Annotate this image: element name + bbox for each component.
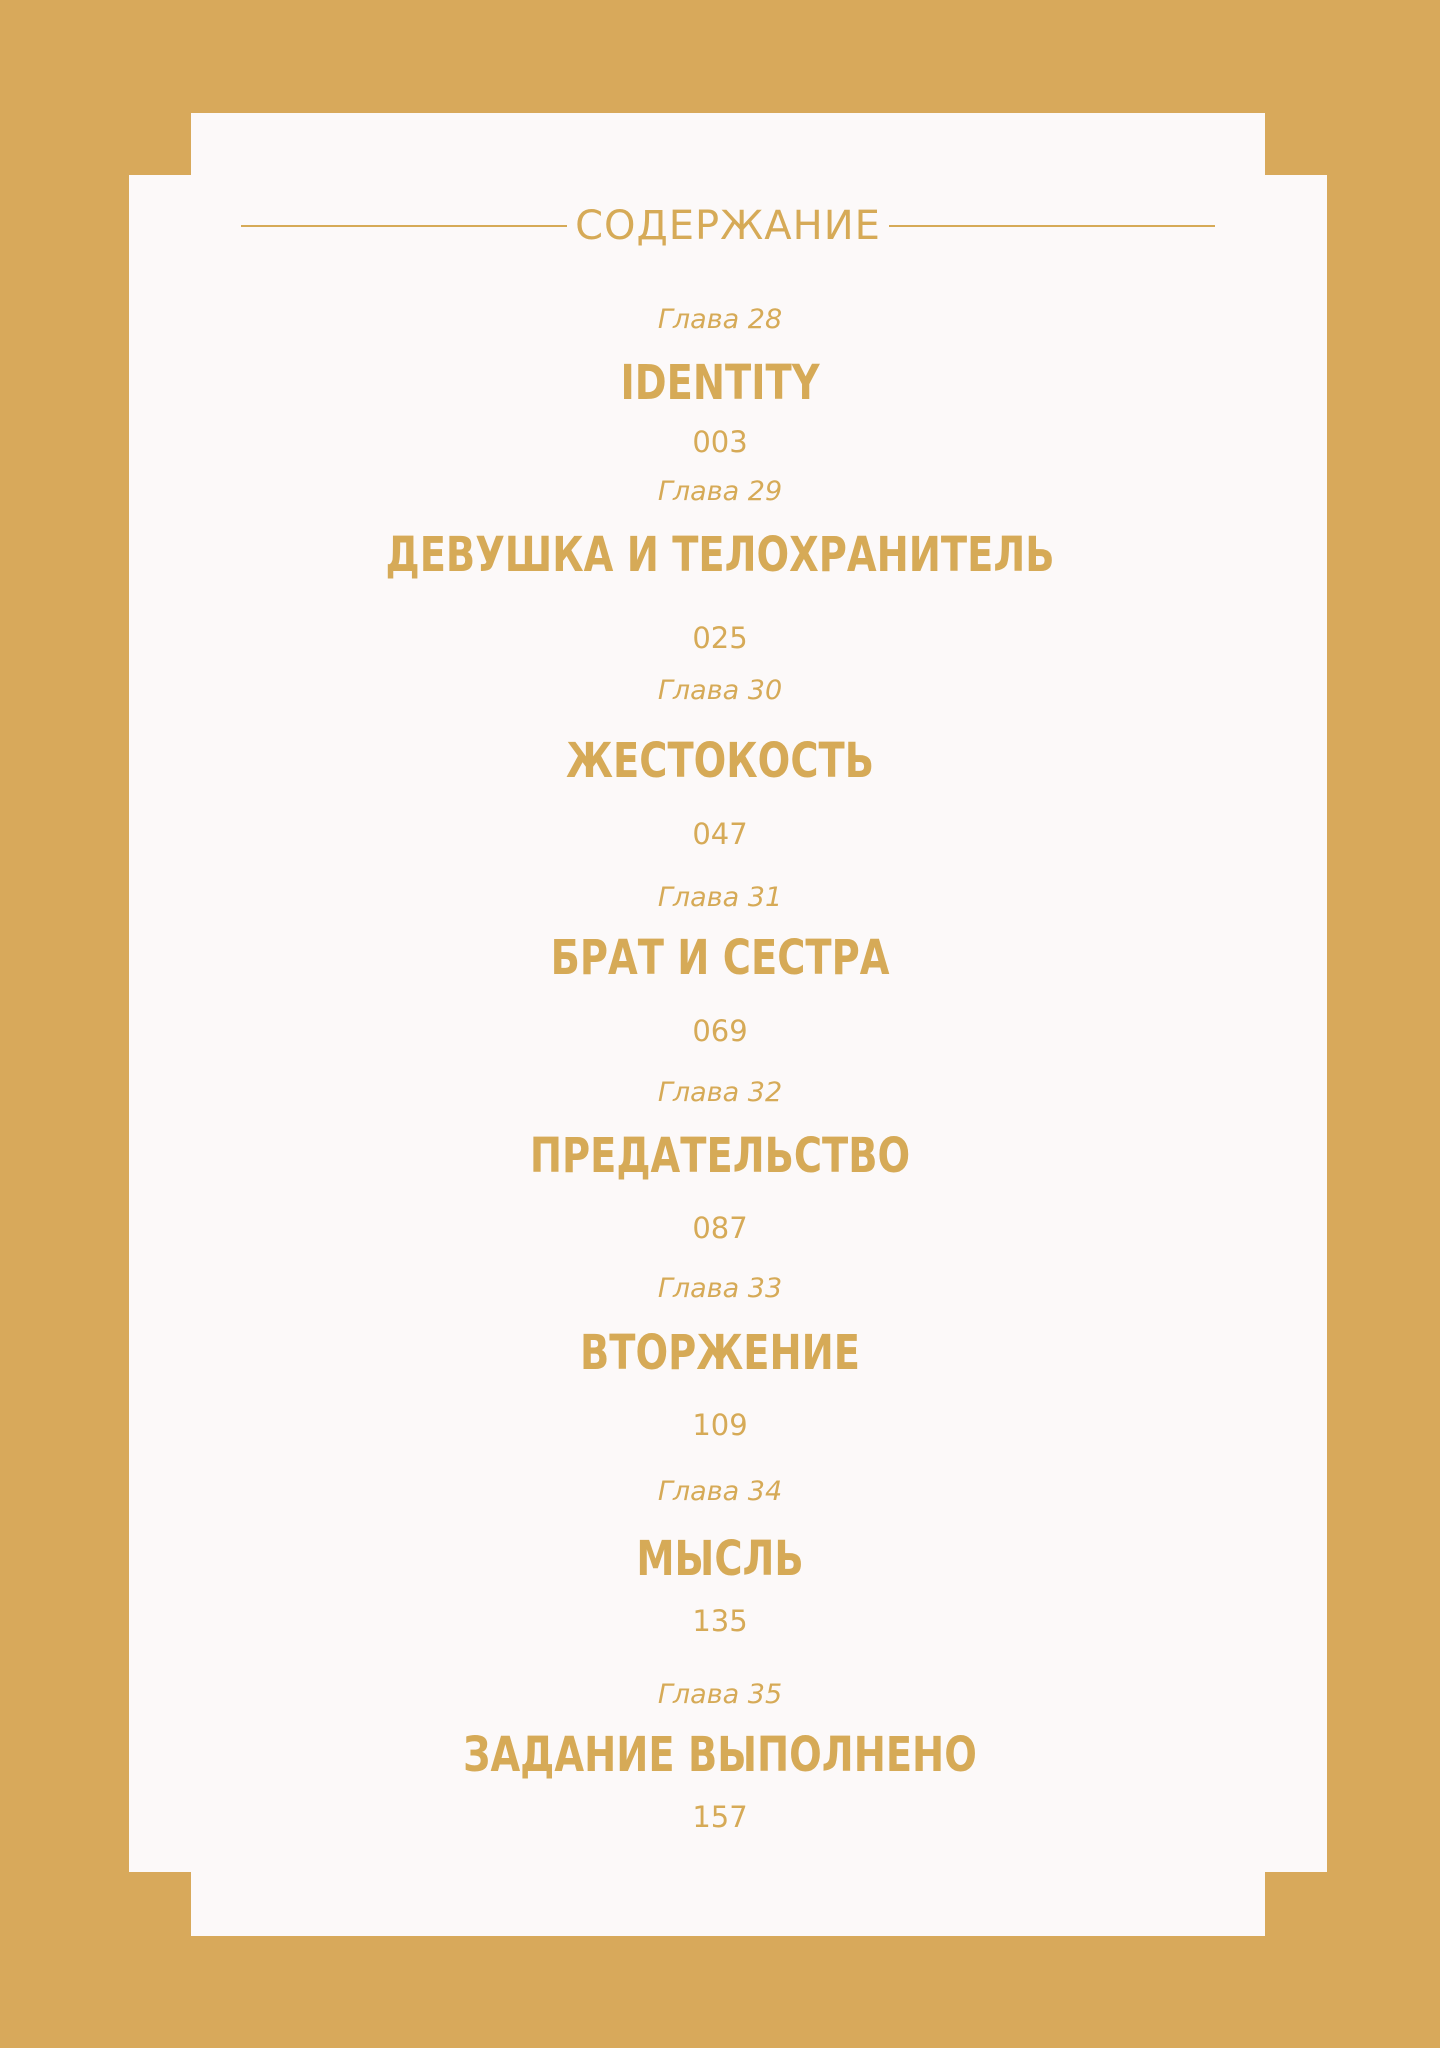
chapter-number-34: Глава 34 (657, 1476, 783, 1507)
chapter-page-30: 047 (692, 817, 748, 851)
chapter-page-28: 003 (692, 425, 748, 459)
heading-rule-right (889, 225, 1215, 227)
chapter-title-31: БРАТ И СЕСТРА (550, 930, 890, 986)
heading-rule-left (241, 225, 567, 227)
chapter-number-33: Глава 33 (657, 1273, 783, 1304)
chapter-title-30: ЖЕСТОКОСТЬ (566, 733, 874, 789)
chapter-page-29: 025 (692, 621, 748, 655)
chapter-page-32: 087 (692, 1211, 748, 1245)
chapter-title-32: ПРЕДАТЕЛЬСТВО (529, 1128, 911, 1184)
chapter-title-34: МЫСЛЬ (636, 1531, 804, 1587)
chapter-title-28: IDENTITY (620, 355, 820, 411)
chapter-number-29: Глава 29 (657, 476, 783, 507)
chapter-number-31: Глава 31 (657, 882, 783, 913)
chapter-title-33: ВТОРЖЕНИЕ (580, 1325, 860, 1381)
chapter-title-35: ЗАДАНИЕ ВЫПОЛНЕНО (463, 1727, 977, 1783)
toc-heading-row (241, 196, 1215, 256)
chapter-number-32: Глава 32 (657, 1077, 783, 1108)
chapter-page-31: 069 (692, 1014, 748, 1048)
toc-heading: СОДЕРЖАНИЕ (575, 203, 881, 249)
chapter-page-34: 135 (692, 1604, 748, 1638)
chapter-number-28: Глава 28 (657, 304, 783, 335)
chapter-title-29: ДЕВУШКА И ТЕЛОХРАНИТЕЛЬ (385, 527, 1055, 583)
chapter-number-30: Глава 30 (657, 675, 783, 706)
chapter-number-35: Глава 35 (657, 1679, 783, 1710)
chapter-page-35: 157 (692, 1800, 748, 1834)
page-panel-top-tab (191, 113, 1265, 193)
chapter-page-33: 109 (692, 1408, 748, 1442)
page-panel-bottom-tab (191, 1850, 1265, 1936)
